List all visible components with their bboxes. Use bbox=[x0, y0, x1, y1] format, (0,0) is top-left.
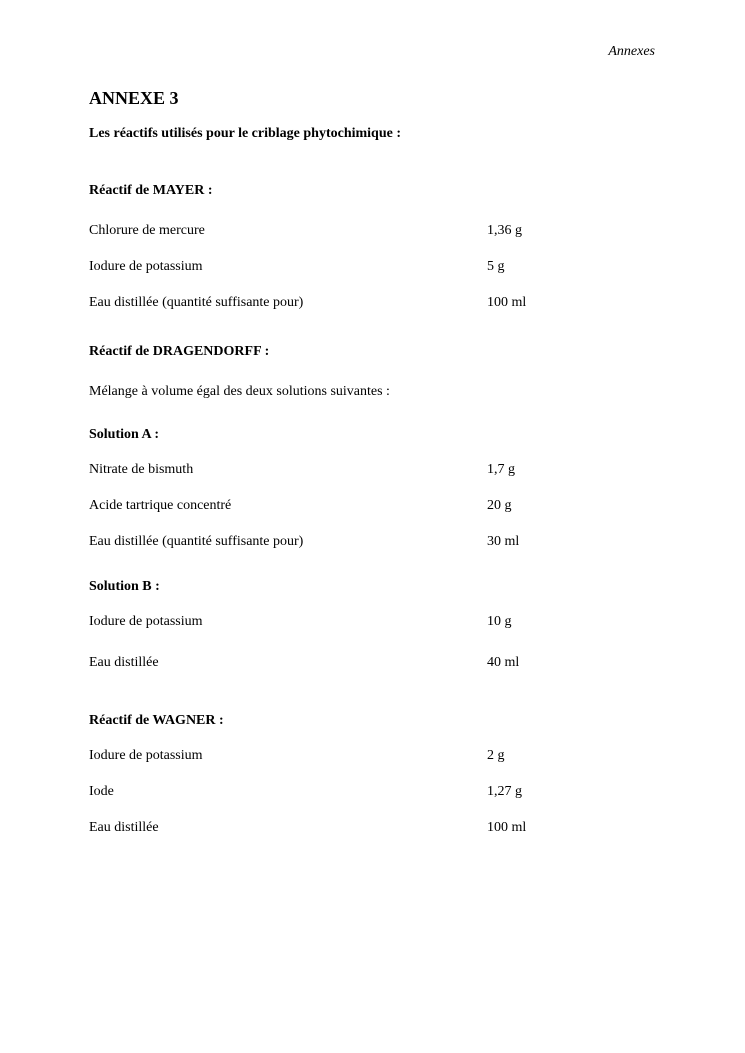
reagent-name: Iodure de potassium bbox=[89, 748, 203, 763]
solution-a-title: Solution A : bbox=[89, 427, 160, 442]
section-title-wagner: Réactif de WAGNER : bbox=[89, 713, 224, 728]
reagent-name: Iode bbox=[89, 784, 114, 799]
reagent-name: Iodure de potassium bbox=[89, 259, 203, 274]
reagent-name: Eau distillée (quantité suffisante pour) bbox=[89, 534, 304, 549]
reagent-name: Nitrate de bismuth bbox=[89, 462, 194, 477]
reagent-quantity: 5 g bbox=[487, 259, 505, 274]
annex-title: ANNEXE 3 bbox=[89, 88, 179, 108]
reagent-quantity: 1,36 g bbox=[487, 223, 522, 238]
section-title-dragendorff: Réactif de DRAGENDORFF : bbox=[89, 344, 270, 359]
dragendorff-intro: Mélange à volume égal des deux solutions suivantes : bbox=[89, 384, 390, 399]
reagent-quantity: 1,27 g bbox=[487, 784, 522, 799]
reagent-quantity: 2 g bbox=[487, 748, 505, 763]
reagent-quantity: 40 ml bbox=[487, 655, 520, 670]
reagent-quantity: 20 g bbox=[487, 498, 512, 513]
reagent-name: Eau distillée bbox=[89, 655, 159, 670]
reagent-quantity: 100 ml bbox=[487, 820, 527, 835]
solution-b-title: Solution B : bbox=[89, 579, 160, 594]
reagent-quantity: 1,7 g bbox=[487, 462, 515, 477]
reagent-name: Eau distillée bbox=[89, 820, 159, 835]
annex-subtitle: Les réactifs utilisés pour le criblage phytochimique : bbox=[89, 126, 401, 141]
reagent-name: Acide tartrique concentré bbox=[89, 498, 232, 513]
reagent-quantity: 30 ml bbox=[487, 534, 520, 549]
section-title-mayer: Réactif de MAYER : bbox=[89, 183, 213, 198]
reagent-quantity: 10 g bbox=[487, 614, 512, 629]
reagent-name: Eau distillée (quantité suffisante pour) bbox=[89, 295, 304, 310]
reagent-name: Chlorure de mercure bbox=[89, 223, 205, 238]
reagent-name: Iodure de potassium bbox=[89, 614, 203, 629]
reagent-quantity: 100 ml bbox=[487, 295, 527, 310]
running-header: Annexes bbox=[608, 44, 655, 59]
